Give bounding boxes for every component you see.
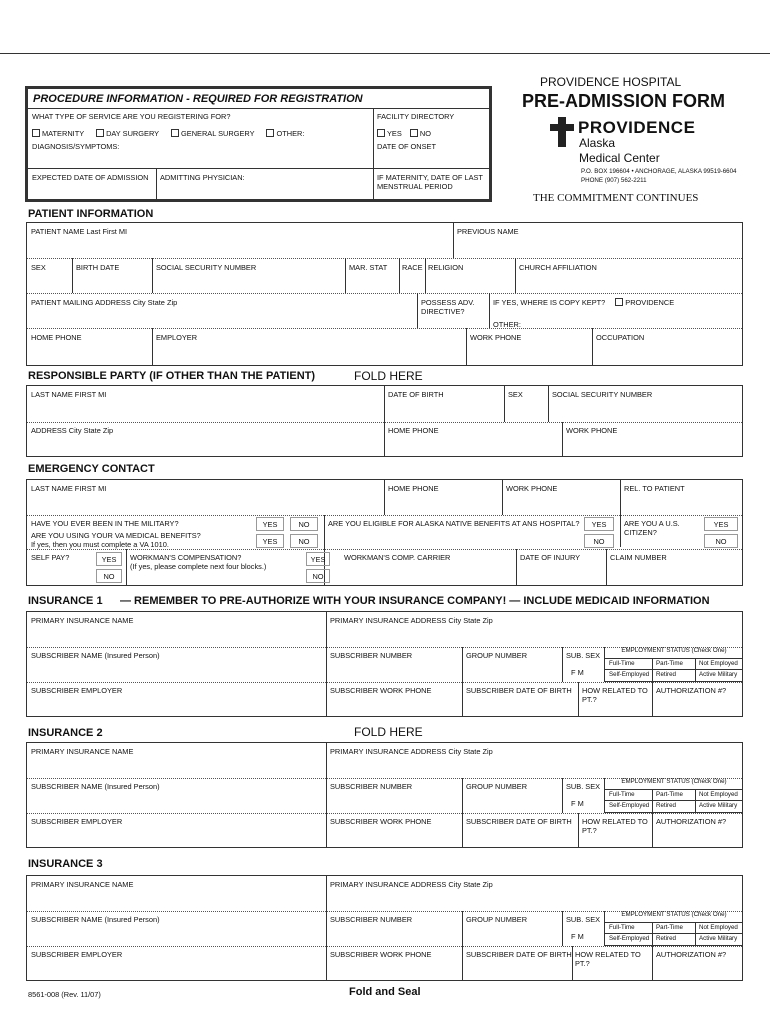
- copy-kept-field[interactable]: IF YES, WHERE IS COPY KEPT? PROVIDENCE: [493, 298, 675, 307]
- ins3-name-field[interactable]: PRIMARY INSURANCE NAME: [31, 880, 134, 889]
- ins1-subscriber-field[interactable]: SUBSCRIBER NAME (Insured Person): [31, 651, 160, 660]
- va-yes[interactable]: YES: [256, 534, 284, 548]
- logo-line3: Medical Center: [579, 151, 660, 165]
- patient-section-title: PATIENT INFORMATION: [28, 208, 154, 220]
- va-note: If yes, then you must complete a VA 1010.: [31, 540, 169, 549]
- claim-number-field[interactable]: CLAIM NUMBER: [610, 553, 667, 562]
- ins3-employment-status[interactable]: EMPLOYMENT STATUS (Check One) Full-Time Part-Time Not Employed Self-Employed Retired Active Military: [604, 911, 743, 946]
- employer-field[interactable]: EMPLOYER: [156, 333, 198, 342]
- citizen-no[interactable]: NO: [704, 534, 738, 548]
- ins2-name-field[interactable]: PRIMARY INSURANCE NAME: [31, 747, 134, 756]
- ins3-employer-field[interactable]: SUBSCRIBER EMPLOYER: [31, 950, 123, 959]
- ins2-sex-field[interactable]: SUB. SEX: [566, 782, 601, 791]
- resp-address-field[interactable]: ADDRESS City State Zip: [31, 426, 114, 435]
- ins2-work-phone-field[interactable]: SUBSCRIBER WORK PHONE: [330, 817, 432, 826]
- military-question: HAVE YOU EVER BEEN IN THE MILITARY?: [31, 519, 179, 528]
- physician-field[interactable]: ADMITTING PHYSICIAN:: [160, 173, 245, 182]
- insurance3-box: [26, 875, 743, 981]
- hospital-phone: PHONE (907) 562-2211: [581, 177, 647, 184]
- ins2-employment-status[interactable]: EMPLOYMENT STATUS (Check One) Full-Time Part-Time Not Employed Self-Employed Retired Active Military: [604, 778, 743, 813]
- ins1-employer-field[interactable]: SUBSCRIBER EMPLOYER: [31, 686, 123, 695]
- va-question: ARE YOU USING YOUR VA MEDICAL BENEFITS?: [31, 531, 201, 540]
- birth-date-field[interactable]: BIRTH DATE: [76, 263, 120, 272]
- ins2-fm-field[interactable]: F M: [571, 799, 584, 808]
- service-question: WHAT TYPE OF SERVICE ARE YOU REGISTERING FOR?: [32, 112, 231, 121]
- ins1-sex-field[interactable]: SUB. SEX: [566, 651, 601, 660]
- ins3-subscriber-field[interactable]: SUBSCRIBER NAME (Insured Person): [31, 915, 160, 924]
- ins2-auth-field[interactable]: AUTHORIZATION #?: [656, 817, 727, 826]
- resp-home-phone-field[interactable]: HOME PHONE: [388, 426, 439, 435]
- work-phone-field[interactable]: WORK PHONE: [470, 333, 522, 342]
- ins3-fm-field[interactable]: F M: [571, 932, 584, 941]
- ins3-related-field[interactable]: HOW RELATED TO PT.?: [575, 950, 641, 968]
- ins1-group-field[interactable]: GROUP NUMBER: [466, 651, 528, 660]
- facility-options: [377, 129, 431, 138]
- previous-name-field[interactable]: PREVIOUS NAME: [457, 227, 519, 236]
- ins1-related-field[interactable]: HOW RELATED TO PT.?: [582, 686, 648, 704]
- responsible-section-title: RESPONSIBLE PARTY (IF OTHER THAN THE PATIENT): [28, 370, 316, 382]
- comp-carrier-field[interactable]: WORKMAN'S COMP. CARRIER: [344, 553, 451, 562]
- ins3-sub-number-field[interactable]: SUBSCRIBER NUMBER: [330, 915, 413, 924]
- insurance1-box: [26, 611, 743, 717]
- advance-directive-field[interactable]: POSSESS ADV. DIRECTIVE?: [421, 298, 475, 316]
- admission-date-field[interactable]: EXPECTED DATE OF ADMISSION: [32, 173, 149, 182]
- facility-yes-checkbox[interactable]: YES: [377, 129, 402, 138]
- logo-line2: Alaska: [579, 136, 616, 150]
- insurance1-title: INSURANCE 1: [28, 595, 103, 607]
- native-question: ARE YOU ELIGIBLE FOR ALASKA NATIVE BENEFITS AT ANS HOSPITAL?: [328, 519, 580, 528]
- native-no[interactable]: NO: [584, 534, 614, 548]
- ec-work-phone-field[interactable]: WORK PHONE: [506, 484, 558, 493]
- self-pay-question: SELF PAY?: [31, 553, 70, 562]
- home-phone-field[interactable]: HOME PHONE: [31, 333, 82, 342]
- sex-field[interactable]: SEX: [31, 263, 46, 272]
- ins2-dob-field[interactable]: SUBSCRIBER DATE OF BIRTH: [466, 817, 572, 826]
- self-pay-yes[interactable]: YES: [96, 552, 122, 566]
- responsible-box: [26, 385, 743, 457]
- injury-date-field[interactable]: DATE OF INJURY: [520, 553, 581, 562]
- comp-question: WORKMAN'S COMPENSATION?: [130, 553, 242, 562]
- procedure-title: PROCEDURE INFORMATION - REQUIRED FOR REGISTRATION: [33, 93, 363, 105]
- general-surgery-checkbox[interactable]: GENERAL SURGERY: [171, 129, 254, 138]
- copy-other-field[interactable]: OTHER:: [493, 320, 521, 329]
- diagnosis-field[interactable]: DIAGNOSIS/SYMPTOMS:: [32, 142, 120, 151]
- hospital-name: PROVIDENCE HOSPITAL: [540, 75, 682, 89]
- ins1-name-field[interactable]: PRIMARY INSURANCE NAME: [31, 616, 134, 625]
- insurance2-box: [26, 742, 743, 848]
- fold-here-1: FOLD HERE: [354, 369, 423, 383]
- ins2-group-field[interactable]: GROUP NUMBER: [466, 782, 528, 791]
- native-yes[interactable]: YES: [584, 517, 614, 531]
- ins1-auth-field[interactable]: AUTHORIZATION #?: [656, 686, 727, 695]
- insurance1-note: — REMEMBER TO PRE-AUTHORIZE WITH YOUR INSURANCE COMPANY! — INCLUDE MEDICAID INFORMATION: [120, 595, 710, 607]
- facility-no-checkbox[interactable]: NO: [410, 129, 431, 138]
- ins2-address-field[interactable]: PRIMARY INSURANCE ADDRESS City State Zip: [330, 747, 493, 756]
- providence-checkbox[interactable]: PROVIDENCE: [615, 298, 674, 307]
- service-options: [32, 129, 304, 138]
- comp-note: (If yes, please complete next four blocks.): [130, 562, 267, 571]
- mailing-address-field[interactable]: PATIENT MAILING ADDRESS City State Zip: [31, 298, 178, 307]
- top-rule: [0, 53, 770, 54]
- ins3-auth-field[interactable]: AUTHORIZATION #?: [656, 950, 727, 959]
- ins3-address-field[interactable]: PRIMARY INSURANCE ADDRESS City State Zip: [330, 880, 493, 889]
- ins1-employment-status[interactable]: EMPLOYMENT STATUS (Check One) Full-Time Part-Time Not Employed Self-Employed Retired Active Military: [604, 647, 743, 682]
- hospital-address: P.O. BOX 196604 • ANCHORAGE, ALASKA 99519-6604: [581, 168, 737, 175]
- cross-logo-icon: [548, 115, 578, 149]
- resp-work-phone-field[interactable]: WORK PHONE: [566, 426, 618, 435]
- race-field[interactable]: RACE: [402, 263, 423, 272]
- date-onset-field[interactable]: DATE OF ONSET: [377, 142, 436, 151]
- facility-directory: FACILITY DIRECTORY: [377, 112, 455, 121]
- day-surgery-checkbox[interactable]: DAY SURGERY: [96, 129, 159, 138]
- ins2-employer-field[interactable]: SUBSCRIBER EMPLOYER: [31, 817, 123, 826]
- comp-yes[interactable]: YES: [306, 552, 330, 566]
- religion-field[interactable]: RELIGION: [428, 263, 464, 272]
- ec-relation-field[interactable]: REL. TO PATIENT: [624, 484, 685, 493]
- procedure-box: [25, 86, 492, 202]
- ins3-sex-field[interactable]: SUB. SEX: [566, 915, 601, 924]
- ins1-dob-field[interactable]: SUBSCRIBER DATE OF BIRTH: [466, 686, 572, 695]
- ins2-sub-number-field[interactable]: SUBSCRIBER NUMBER: [330, 782, 413, 791]
- ec-name-field[interactable]: LAST NAME FIRST MI: [31, 484, 107, 493]
- ins3-dob-field[interactable]: SUBSCRIBER DATE OF BIRTH: [466, 950, 572, 959]
- form-code: 8561-008 (Rev. 11/07): [28, 990, 101, 999]
- ins1-fm-field[interactable]: F M: [571, 668, 584, 677]
- resp-name-field[interactable]: LAST NAME FIRST MI: [31, 390, 107, 399]
- patient-name-field[interactable]: PATIENT NAME Last First MI: [31, 227, 128, 236]
- insurance2-title: INSURANCE 2: [28, 727, 103, 739]
- providence-logo: [548, 115, 708, 165]
- maternity-date-field[interactable]: IF MATERNITY, DATE OF LAST MENSTRUAL PERIOD: [377, 173, 483, 191]
- form-title: PRE-ADMISSION FORM: [522, 91, 726, 111]
- maternity-checkbox[interactable]: MATERNITY: [32, 129, 84, 138]
- citizen-yes[interactable]: YES: [704, 517, 738, 531]
- other-checkbox[interactable]: OTHER:: [266, 129, 304, 138]
- ssn-field[interactable]: SOCIAL SECURITY NUMBER: [156, 263, 257, 272]
- emergency-box: [26, 479, 743, 586]
- va-no[interactable]: NO: [290, 534, 318, 548]
- ins2-subscriber-field[interactable]: SUBSCRIBER NAME (Insured Person): [31, 782, 160, 791]
- patient-box: [26, 222, 743, 366]
- comp-no[interactable]: NO: [306, 569, 330, 583]
- military-no[interactable]: NO: [290, 517, 318, 531]
- ins1-address-field[interactable]: PRIMARY INSURANCE ADDRESS City State Zip: [330, 616, 493, 625]
- ec-home-phone-field[interactable]: HOME PHONE: [388, 484, 439, 493]
- ins3-group-field[interactable]: GROUP NUMBER: [466, 915, 528, 924]
- emergency-section-title: EMERGENCY CONTACT: [28, 463, 155, 475]
- citizen-question: ARE YOU A U.S. CITIZEN?: [624, 519, 680, 537]
- logo-word: PROVIDENCE: [578, 118, 696, 137]
- fold-here-2: FOLD HERE: [354, 725, 423, 739]
- resp-ssn-field[interactable]: SOCIAL SECURITY NUMBER: [552, 390, 653, 399]
- self-pay-no[interactable]: NO: [96, 569, 122, 583]
- church-field[interactable]: CHURCH AFFILIATION: [519, 263, 597, 272]
- resp-sex-field[interactable]: SEX: [508, 390, 523, 399]
- ins2-related-field[interactable]: HOW RELATED TO PT.?: [582, 817, 648, 835]
- ins3-work-phone-field[interactable]: SUBSCRIBER WORK PHONE: [330, 950, 432, 959]
- occupation-field[interactable]: OCCUPATION: [596, 333, 645, 342]
- insurance3-title: INSURANCE 3: [28, 858, 103, 870]
- resp-dob-field[interactable]: DATE OF BIRTH: [388, 390, 444, 399]
- ins1-sub-number-field[interactable]: SUBSCRIBER NUMBER: [330, 651, 413, 660]
- ins1-work-phone-field[interactable]: SUBSCRIBER WORK PHONE: [330, 686, 432, 695]
- tagline: THE COMMITMENT CONTINUES: [533, 192, 699, 204]
- fold-and-seal: Fold and Seal: [349, 986, 421, 998]
- military-yes[interactable]: YES: [256, 517, 284, 531]
- marital-status-field[interactable]: MAR. STAT: [349, 263, 388, 272]
